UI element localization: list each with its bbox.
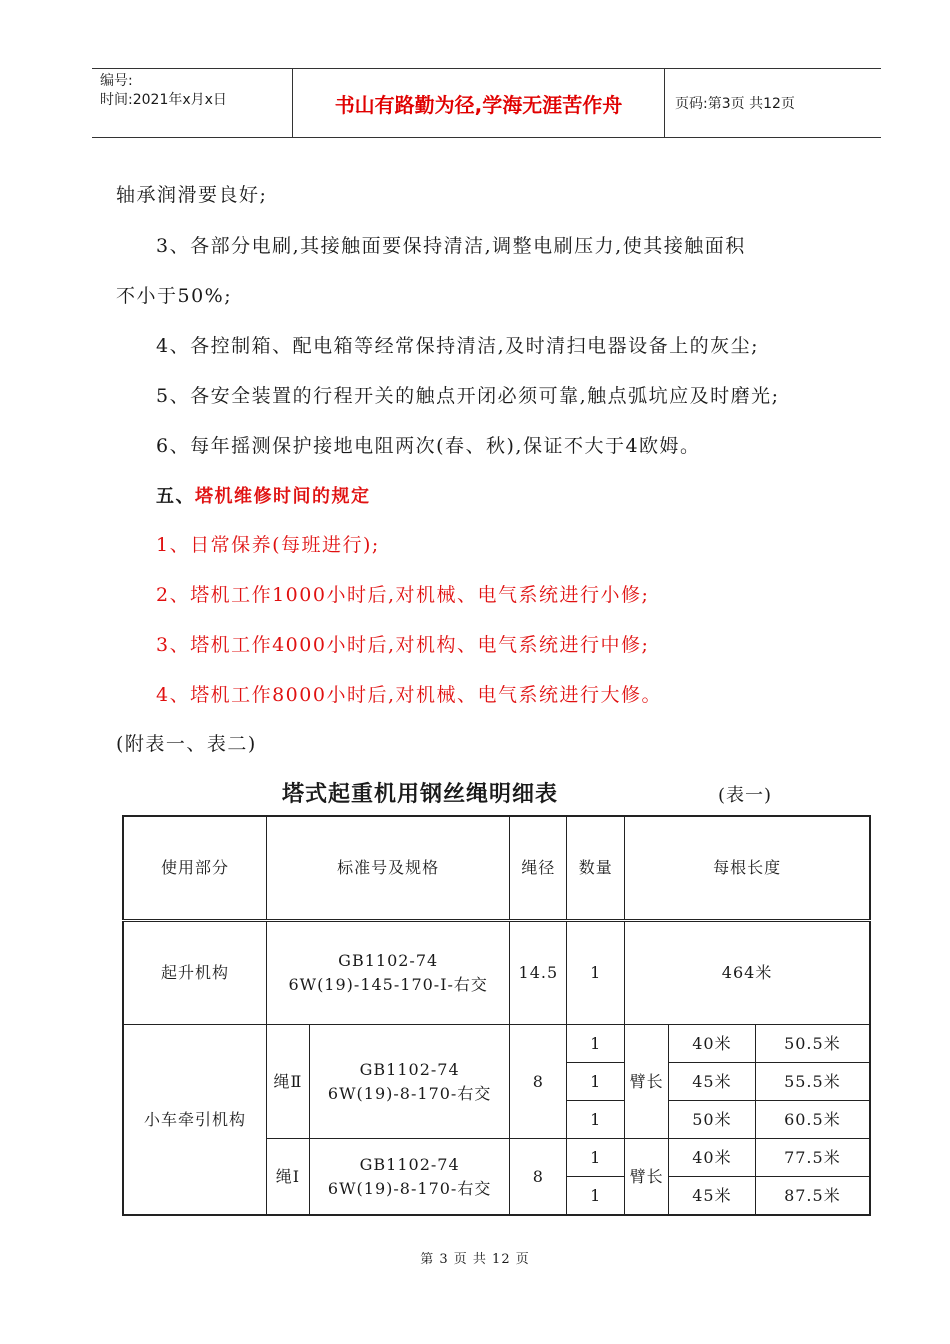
rope1-qty: 1 <box>567 1177 625 1216</box>
hoist-spec-std: GB1102-74 <box>338 951 439 970</box>
number-label: 编号: <box>100 73 133 89</box>
hoist-dia: 14.5 <box>510 921 567 1025</box>
hoist-len: 464米 <box>625 921 870 1025</box>
rope1-arm: 40米 <box>669 1139 756 1177</box>
header-len: 每根长度 <box>625 816 870 921</box>
header-spec: 标准号及规格 <box>266 816 509 921</box>
body-line: 6、每年摇测保护接地电阻两次(春、秋),保证不大于4欧姆。 <box>156 435 701 457</box>
page-footer: 第 3 页 共 12 页 <box>420 1252 530 1267</box>
body-line: 3、各部分电刷,其接触面要保持清洁,调整电刷压力,使其接触面积 <box>156 235 746 257</box>
body-line: 5、各安全装置的行程开关的触点开闭必须可靠,触点弧坑应及时磨光; <box>156 385 780 407</box>
section-title: 塔机维修时间的规定 <box>195 486 371 507</box>
section-item: 2、塔机工作1000小时后,对机械、电气系统进行小修; <box>156 584 650 606</box>
rope1-name: 绳Ⅰ <box>266 1139 309 1216</box>
rope2-len: 50.5米 <box>755 1025 870 1063</box>
rope2-qty: 1 <box>567 1063 625 1101</box>
header-motto: 书山有路勤为径,学海无涯苦作舟 <box>293 69 665 137</box>
rope1-len: 87.5米 <box>755 1177 870 1216</box>
table-title: 塔式起重机用钢丝绳明细表 <box>282 782 559 807</box>
rope2-len: 60.5米 <box>755 1101 870 1139</box>
rope2-spec-std: GB1102-74 <box>359 1059 460 1079</box>
rope2-arm-label: 臂长 <box>625 1025 669 1139</box>
rope1-len: 77.5米 <box>755 1139 870 1177</box>
hoist-spec <box>266 921 509 1025</box>
appendix-note: (附表一、表二) <box>116 733 257 755</box>
rope2-qty: 1 <box>567 1101 625 1139</box>
rope2-arm: 50米 <box>669 1101 756 1139</box>
section-number: 五、 <box>156 486 195 507</box>
header-meta <box>92 69 293 137</box>
section-item: 4、塔机工作8000小时后,对机械、电气系统进行大修。 <box>156 684 662 706</box>
rope1-dia: 8 <box>510 1139 567 1216</box>
trolley-part: 小车牵引机构 <box>123 1025 266 1216</box>
header-qty: 数量 <box>567 816 625 921</box>
time-label: 时间:2021年x月x日 <box>100 92 227 108</box>
table-row <box>123 921 870 1025</box>
rope2-qty: 1 <box>567 1025 625 1063</box>
header-dia: 绳径 <box>510 816 567 921</box>
page-header <box>92 68 881 138</box>
table-header-row <box>123 816 870 921</box>
hoist-qty: 1 <box>567 921 625 1025</box>
body-line: 轴承润滑要良好; <box>116 184 268 206</box>
section-item: 1、日常保养(每班进行); <box>156 534 380 556</box>
rope2-spec <box>309 1025 510 1139</box>
rope1-arm-label: 臂长 <box>625 1139 669 1216</box>
rope1-spec <box>309 1139 510 1216</box>
hoist-spec-model: 6W(19)-145-170-I-右交 <box>288 975 488 994</box>
rope2-len: 55.5米 <box>755 1063 870 1101</box>
rope1-arm: 45米 <box>669 1177 756 1216</box>
section-item: 3、塔机工作4000小时后,对机构、电气系统进行中修; <box>156 634 650 656</box>
section-heading <box>156 482 371 508</box>
body-line: 不小于50%; <box>116 285 233 307</box>
rope2-spec-model: 6W(19)-8-170-右交 <box>327 1083 492 1103</box>
header-part: 使用部分 <box>123 816 266 921</box>
rope2-name: 绳Ⅱ <box>266 1025 309 1139</box>
rope2-arm: 40米 <box>669 1025 756 1063</box>
rope-table <box>122 815 871 1216</box>
header-page-label: 页码:第3页 共12页 <box>675 96 795 112</box>
rope2-arm: 45米 <box>669 1063 756 1101</box>
table-row <box>123 1025 870 1063</box>
table-tag: (表一) <box>718 785 773 806</box>
rope1-spec-model: 6W(19)-8-170-右交 <box>327 1178 492 1198</box>
hoist-part: 起升机构 <box>123 921 266 1025</box>
body-line: 4、各控制箱、配电箱等经常保持清洁,及时清扫电器设备上的灰尘; <box>156 335 760 357</box>
rope1-spec-std: GB1102-74 <box>359 1154 460 1174</box>
rope1-qty: 1 <box>567 1139 625 1177</box>
rope2-dia: 8 <box>510 1025 567 1139</box>
